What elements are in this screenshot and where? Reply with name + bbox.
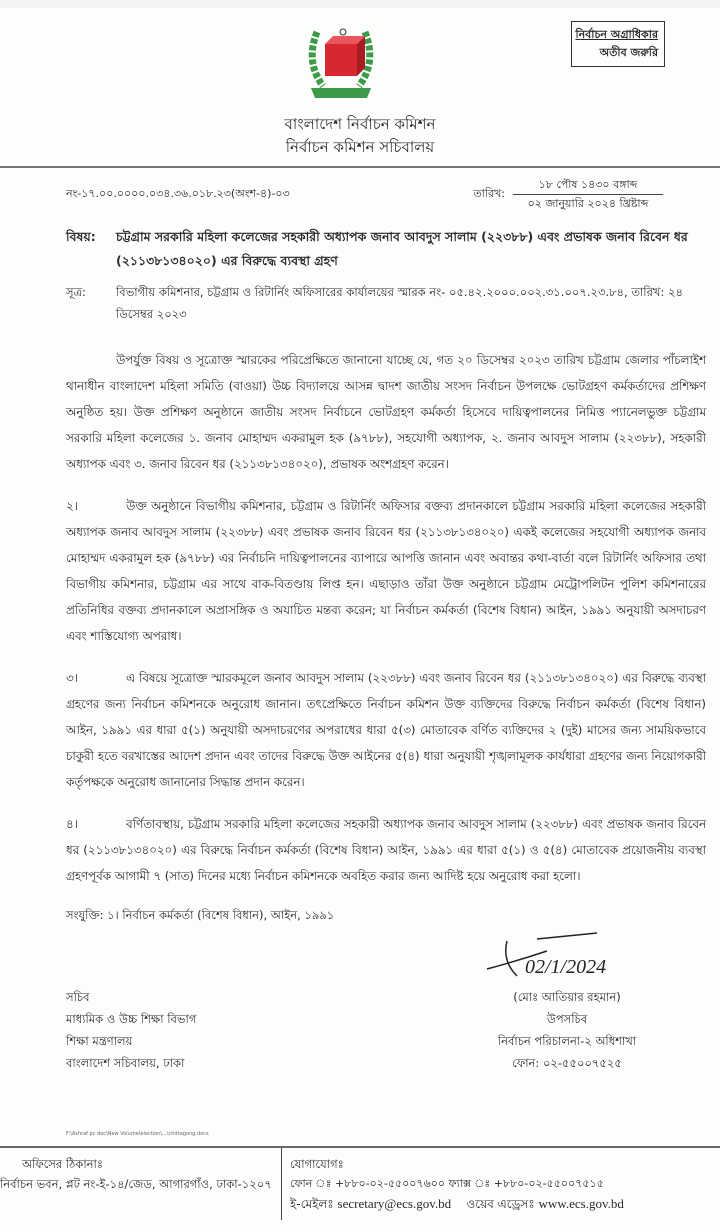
memo-number: নং-১৭.০০.০০০০.০৩৪.৩৬.০১৮.২৩(অংশ-৪)-০৩ [66, 187, 290, 200]
attachment: সংযুক্তি: ১। নির্বাচন কর্মকর্তা (বিশেষ বিধান), আইন, ১৯৯১ [66, 908, 335, 922]
paragraph-4 [66, 811, 706, 889]
source-text: বিভাগীয় কমিশনার, চট্টগ্রাম ও রিটার্নিং অফিসারের কার্যালয়ের স্মারক নং- ০৫.৪২.২০০০.০০২.৩১.০০৭.২৩.৮৪, তারিখ: ২৪ ডিসেম্বর ২০২৩ [116, 285, 683, 321]
signatory-branch: নির্বাচন পরিচালনা-২ অধিশাখা [497, 1034, 637, 1048]
paragraph-2 [66, 493, 706, 649]
date-gregorian: ০২ জানুয়ারি ২০২৪ খ্রিষ্টাব্দ [527, 197, 649, 210]
source-label: সূত্র: [66, 285, 86, 299]
subject [66, 225, 706, 273]
org-name: বাংলাদেশ নির্বাচন কমিশন [284, 115, 436, 133]
reference-row [66, 176, 706, 213]
date-bangla: ১৮ পৌষ ১৪৩০ বঙ্গাব্দ [513, 176, 663, 195]
paragraph-number: ৪। [66, 817, 78, 831]
phone-fax: ফোন ঃ +৮৮০-০২-৫৫০০৭৬০০ ফ্যাক্স ঃ +৮৮০-০২-৫৫০০৭৫১৫ [290, 1177, 604, 1190]
footer-contact-cell [282, 1148, 720, 1220]
source-reference [66, 281, 706, 325]
letter-page [0, 8, 720, 1230]
subject-text: চট্টগ্রাম সরকারি মহিলা কলেজের সহকারী অধ্যাপক জনাব আবদুস সালাম (২২৩৮৮) এবং প্রভাষক জনাব রিবেন ধর (২১১৩৮১৩৪০২০) এর বিরুদ্ধে ব্যবস্থা গ্রহণ [116, 229, 688, 268]
paragraph-number: ৩। [66, 671, 78, 685]
org-subtitle: নির্বাচন কমিশন সচিবালয় [285, 138, 435, 156]
recipient-block [66, 986, 196, 1074]
footer-address-cell [0, 1148, 282, 1220]
memo-date-group [473, 176, 663, 213]
priority-box [571, 21, 665, 67]
recipient-line: শিক্ষা মন্ত্রণালয় [66, 1034, 133, 1048]
signature-column [452, 931, 682, 1074]
email-link[interactable]: secretary@ecs.gov.bd [337, 1196, 452, 1211]
paragraph-1: উপর্যুক্ত বিষয় ও সূত্রোক্ত স্মারকের পরিপ্রেক্ষিতে জানানো যাচ্ছে যে, গত ২০ ডিসেম্বর ২০২৩ তারিখ চট্টগ্রাম জেলার পাঁচলাইশ থানাধীন বাংলাদেশ মহিলা সমিতি (বাওয়া) উচ্চ বিদ্যালয়ে আসন্ন দ্বাদশ জাতীয় সংসদ নির্বাচন উপলক্ষে ভোটগ্রহণ কর্মকর্তাদের প্রশিক্ষণ অনুষ্ঠিত হয়। উক্ত প্রশিক্ষণ অনুষ্ঠানে জাতীয় সংসদ নির্বাচনে ভোটগ্রহণ কর্মকর্তা হিসেবে দায়িত্বপালনের নিমিত্ত প্যানেলভুক্ত চট্টগ্রাম সরকারি মহিলা কলেজের ১. জনাব মোহাম্মদ একরামুল হক (৯৭৮৮), সহযোগী অধ্যাপক, ২. জনাব আবদুস সালাম (২২৩৮৮), সহকারী অধ্যাপক এবং ৩. জনাব রিবেন ধর (২১১৩৮১৩৪০২০), প্রভাষক অংশগ্রহণ করেন। [66, 353, 706, 471]
footer [0, 1146, 720, 1220]
contact-label: যোগাযোগঃ [290, 1157, 344, 1171]
letterhead [0, 8, 720, 166]
signatory-name: (মোঃ আতিয়ার রহমান) [513, 990, 621, 1004]
paragraph-3 [66, 665, 706, 795]
svg-text:02/1/2024: 02/1/2024 [525, 956, 607, 978]
header-divider [0, 166, 720, 168]
email-web [290, 1194, 720, 1214]
paragraph-text: বর্ণিতাবস্থায়, চট্টগ্রাম সরকারি মহিলা কলেজের সহকারী অধ্যাপক জনাব আবদুস সালাম (২২৩৮৮) এবং প্রভাষক জনাব রিবেন ধর (২১১৩৮১৩৪০২০) এর বিরুদ্ধে নির্বাচন কর্মকর্তা (বিশেষ বিধান) আইন, ১৯৯১ এর ধারা ৫(১) ও ৫(৪) মোতাবেক প্রয়োজনীয় ব্যবস্থা গ্রহণপূর্বক আগামী ৭ (সাত) দিনের মধ্যে নির্বাচন কমিশনকে অবহিত করার জন্য আদিষ্ট হয়ে অনুরোধ করা হলো। [66, 817, 706, 883]
signature-row [66, 931, 706, 1074]
paragraph-number: ২। [66, 499, 78, 513]
web-label: ওয়েব এড্রেসঃ [466, 1197, 535, 1211]
handwritten-signature [477, 931, 657, 986]
election-commission-logo [303, 22, 379, 102]
signatory-phone: ফোন: ০২-৫৫০০৭৫২৫ [512, 1056, 622, 1070]
priority-line-1: নির্বাচন অগ্রাধিকার [575, 28, 658, 41]
signatory-block [498, 986, 636, 1074]
recipient-line: মাধ্যমিক ও উচ্চ শিক্ষা বিভাগ [66, 1012, 197, 1026]
priority-line-2: অতীব জরুরি [599, 46, 658, 59]
recipient-line: বাংলাদেশ সচিবালয়, ঢাকা [66, 1056, 185, 1070]
subject-label: বিষয়: [66, 229, 96, 244]
memo-date [513, 176, 663, 213]
date-label: তারিখ: [473, 187, 505, 200]
recipient-line: সচিব [66, 990, 90, 1004]
paragraph-text: এ বিষয়ে সূত্রোক্ত স্মারকমূলে জনাব আবদুস সালাম (২২৩৮৮) এবং জনাব রিবেন ধর (২১১৩৮১৩৪০২০) এর বিরুদ্ধে ব্যবস্থা গ্রহণের জন্য নির্বাচন কমিশনকে অনুরোধ জানান। তৎপ্রেক্ষিতে নির্বাচন কমিশন উক্ত ব্যক্তিদের বিরুদ্ধে নির্বাচন কর্মকর্তা (বিশেষ বিধান) আইন, ১৯৯১ এর ধারা ৫(১) অনুযায়ী অসদাচরণের অপরাধের ধারা ৫(৩) মোতাবেক বর্ণিত ব্যক্তিদের ২ (দুই) মাসের জন্য সাময়িকভাবে চাকুরী হতে বরখাস্তের আদেশ প্রদান এবং তাদের বিরুদ্ধে উক্ত আইনের ৫(৪) ধারা অনুযায়ী শৃঙ্খলামূলক কার্যধারা গ্রহণের জন্য নিয়োগকারী কর্তৃপক্ষকে অনুরোধ জানানোর সিদ্ধান্ত প্রদান করেন। [66, 671, 706, 789]
email-label: ই-মেইলঃ [290, 1197, 334, 1211]
address-label: অফিসের ঠিকানাঃ [22, 1157, 104, 1171]
address-text: নির্বাচন ভবন, প্লট নং-ই-১৪/জেড, আগারগাঁও, ঢাকা-১২০৭ [0, 1177, 272, 1191]
web-link[interactable]: www.ecs.gov.bd [538, 1196, 624, 1211]
file-path: F:\Ashraf pc doc\New Volume\election\...\chittagong.docx [66, 1131, 209, 1137]
letter-body [0, 176, 720, 1138]
signatory-designation: উপসচিব [546, 1012, 588, 1026]
paragraph-text: উক্ত অনুষ্ঠানে বিভাগীয় কমিশনার, চট্টগ্রাম ও রিটার্নিং অফিসার বক্তব্য প্রদানকালে চট্টগ্রাম সরকারি মহিলা কলেজের সহকারী অধ্যাপক জনাব আবদুস সালাম (২২৩৮৮) এবং প্রভাষক জনাব রিবেন ধর (২১১৩৮১৩৪০২০) একই কলেজের সহযোগী অধ্যাপক জনাব মোহাম্মদ একরামুল হক (৯৭৮৮) এর নির্বাচনি দায়িত্বপালনের ব্যাপারে আপত্তি জানান এবং অবান্তর কথা-বার্তা বলে রিটার্নিং অফিসার তথা বিভাগীয় কমিশনার, চট্টগ্রাম এর সাথে বাক-বিতণ্ডায় লিপ্ত হন। এছাড়াও তাঁরা উক্ত অনুষ্ঠানে চট্টগ্রাম মেট্রোপলিটন পুলিশ কমিশনারের প্রতিনিধির বক্তব্য প্রদানকালে অপ্রাসঙ্গিক ও অযাচিত মন্তব্য করেন; যা নির্বাচন কর্মকর্তা (বিশেষ বিধান) আইন, ১৯৯১ অনুযায়ী অসদাচরণ এবং শাস্তিযোগ্য অপরাধ। [66, 499, 706, 643]
